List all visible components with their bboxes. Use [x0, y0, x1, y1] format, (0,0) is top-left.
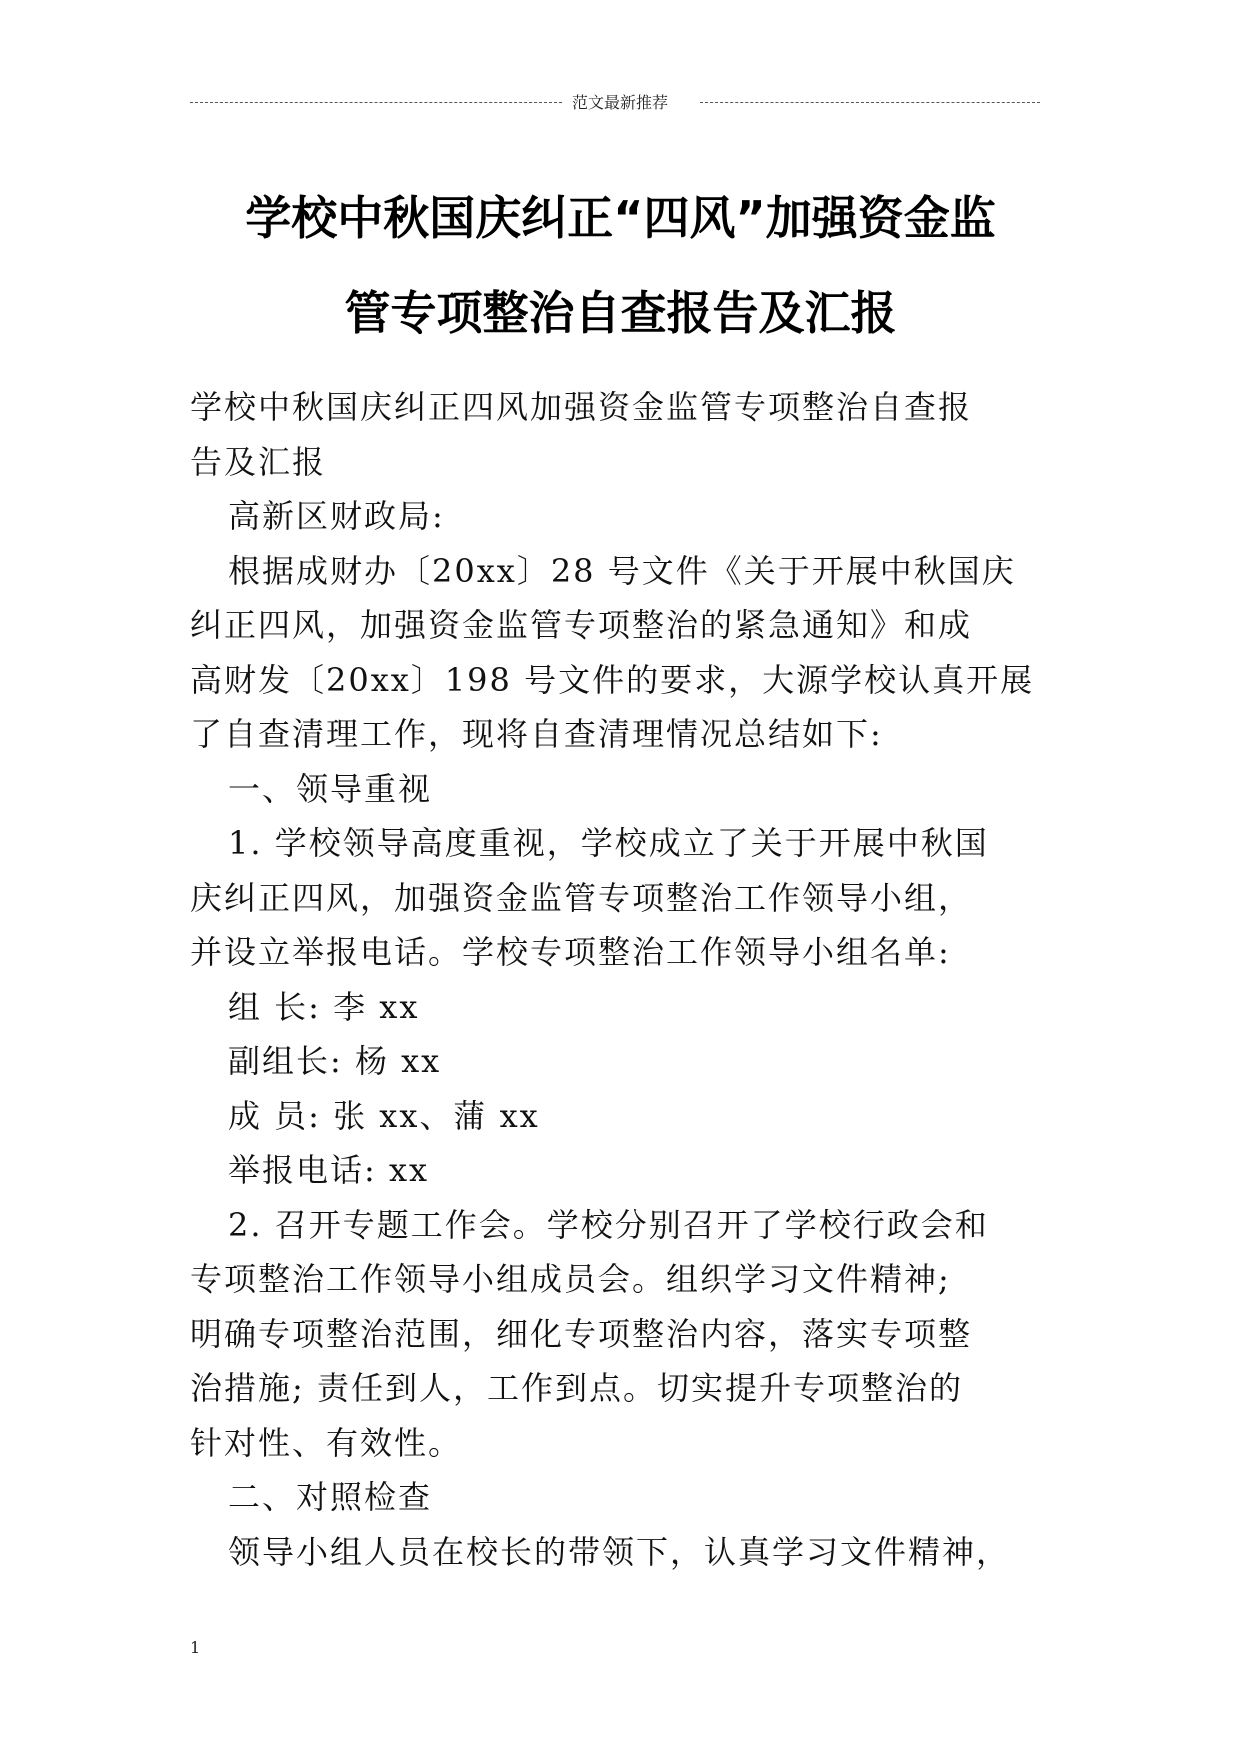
- body-line: 专项整治工作领导小组成员会。组织学习文件精神;: [190, 1260, 951, 1298]
- page-number: 1: [190, 1638, 201, 1657]
- body-line: 学校中秋国庆纠正四风加强资金监管专项整治自查报: [190, 388, 973, 426]
- salutation: 高新区财政局:: [228, 497, 445, 535]
- body-line: 1. 学校领导高度重视，学校成立了关于开展中秋国: [228, 824, 989, 862]
- member-line: 副组长: 杨 xx: [228, 1042, 442, 1080]
- section-heading: 一、领导重视: [228, 769, 433, 808]
- body-line: 告及汇报: [190, 442, 327, 481]
- document-body: [190, 380, 1060, 1579]
- body-line: 高财发〔20xx〕198 号文件的要求，大源学校认真开展: [190, 660, 1035, 699]
- body-line: 并设立举报电话。学校专项整治工作领导小组名单:: [190, 933, 951, 971]
- member-line: 举报电话: xx: [228, 1151, 430, 1189]
- body-line: 庆纠正四风，加强资金监管专项整治工作领导小组，: [190, 878, 973, 917]
- document-title-line-1: 学校中秋国庆纠正“四风”加强资金监: [245, 191, 996, 245]
- body-line: 治措施; 责任到人，工作到点。切实提升专项整治的: [190, 1369, 963, 1407]
- body-line: 了自查清理工作，现将自查清理情况总结如下:: [190, 715, 883, 753]
- member-line: 成 员: 张 xx、蒲 xx: [228, 1096, 540, 1135]
- section-heading: 二、对照检查: [228, 1478, 433, 1516]
- body-line: 针对性、有效性。: [190, 1423, 463, 1462]
- body-line: 明确专项整治范围，细化专项整治内容，落实专项整: [190, 1314, 973, 1353]
- body-line: 纠正四风，加强资金监管专项整治的紧急通知》和成: [190, 606, 973, 644]
- document-title-line-2: 管专项整治自查报告及汇报: [344, 286, 897, 340]
- header-label: 范文最新推荐: [572, 93, 669, 112]
- body-line: 领导小组人员在校长的带领下，认真学习文件精神，: [228, 1532, 1011, 1571]
- page-header: [190, 88, 1040, 112]
- header-dashed-rule-right: [700, 102, 1040, 103]
- body-line: 2. 召开专题工作会。学校分别召开了学校行政会和: [228, 1205, 989, 1244]
- header-dashed-rule-left: [190, 102, 562, 103]
- body-line: 根据成财办〔20xx〕28 号文件《关于开展中秋国庆: [228, 551, 1016, 590]
- member-line: 组 长: 李 xx: [228, 987, 420, 1026]
